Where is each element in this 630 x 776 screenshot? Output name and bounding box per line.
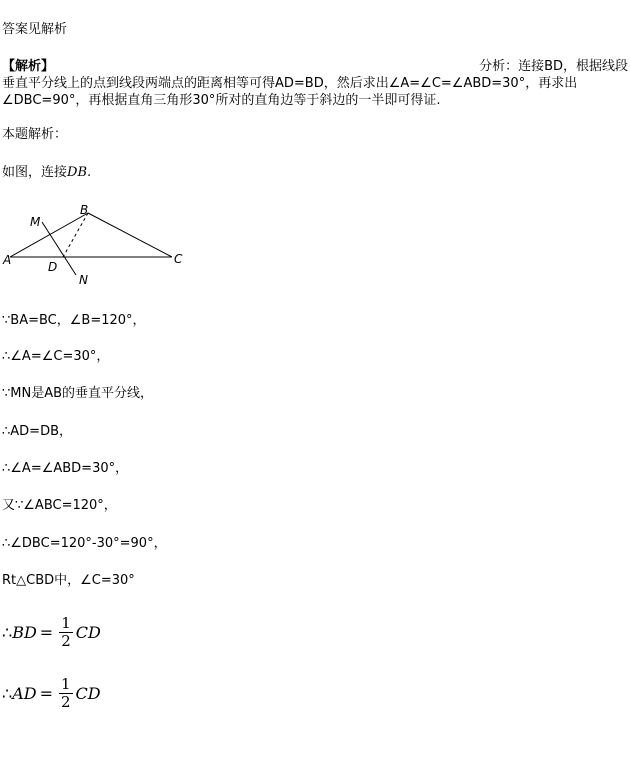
eq1-rhs: CD [75, 623, 101, 642]
step-right-triangle: Rt△CBD中，∠C=30° [2, 573, 135, 588]
eq1-equals: = [39, 623, 54, 642]
eq2-therefore: ∴ [2, 684, 13, 703]
analysis-label: 【解析】 [2, 59, 55, 74]
label-d: D [48, 260, 58, 274]
step-angles-a-c: ∴∠A=∠C=30°， [2, 349, 110, 364]
eq2-fraction [59, 676, 73, 711]
label-m: M [30, 215, 41, 229]
label-a: A [3, 253, 12, 267]
eq2-lhs: AD [12, 684, 37, 703]
eq2-equals: = [39, 684, 53, 703]
label-b: B [80, 203, 89, 217]
eq1-lhs: BD [12, 623, 37, 642]
label-n: N [79, 273, 88, 287]
step-connect-var: DB [67, 165, 87, 180]
label-c: C [174, 252, 183, 266]
step-bisector: ∵MN是AB的垂直平分线， [2, 386, 154, 401]
step-angle-abd: ∴∠A=∠ABD=30°， [2, 461, 129, 476]
eq1-numerator: 1 [61, 614, 71, 632]
answer-note: 答案见解析 [2, 22, 68, 37]
equation-bd [2, 615, 101, 650]
step-given: ∵BA=BC，∠B=120°， [2, 313, 146, 328]
eq1-denominator: 2 [61, 632, 71, 650]
step-connect-db [2, 165, 91, 181]
segment-ab [10, 213, 88, 257]
step-connect-text: 如图，连接 [2, 165, 68, 180]
geometry-figure [0, 200, 200, 290]
analysis-hint-line-2: 垂直平分线上的点到线段两端点的距离相等可得AD=BD，然后求出∠A=∠C=∠ABD=30°，再求出 [2, 76, 578, 91]
analysis-header [2, 58, 628, 75]
analysis-section [2, 58, 628, 109]
eq1-fraction [59, 615, 73, 650]
segment-bc [88, 213, 172, 257]
step-angle-dbc: ∴∠DBC=120°-30°=90°， [2, 536, 167, 551]
eq2-denominator: 2 [60, 693, 71, 711]
solution-heading: 本题解析： [2, 127, 68, 142]
eq1-therefore: ∴ [2, 623, 13, 642]
analysis-hint-line-3: ∠DBC=90°，再根据直角三角形30°所对的直角边等于斜边的一半即可得证. [2, 93, 441, 108]
eq2-numerator: 1 [60, 675, 71, 693]
step-angle-abc: 又∵∠ABC=120°， [2, 498, 117, 513]
equation-ad [2, 676, 101, 711]
eq2-rhs: CD [75, 684, 101, 703]
step-connect-end: . [87, 165, 92, 180]
step-ad-db: ∴AD=DB， [2, 424, 72, 439]
analysis-hint-title: 分析：连接BD，根据线段 [479, 59, 628, 74]
